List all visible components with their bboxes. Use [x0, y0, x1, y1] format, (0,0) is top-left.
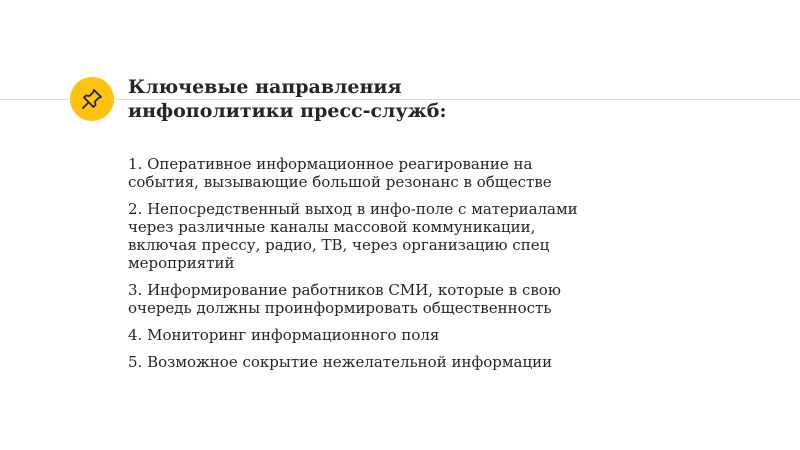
pushpin-icon [80, 87, 104, 111]
list-item: 5. Возможное сокрытие нежелательной информации [128, 353, 553, 371]
slide-title-line-2: инфополитики пресс-служб: [128, 100, 447, 122]
header-rule-left [0, 99, 68, 100]
slide-title-line-1: Ключевые направления [128, 76, 402, 98]
pushpin-badge [70, 77, 114, 121]
directions-list [128, 155, 608, 380]
list-item: 1. Оперативное информационное реагирование на события, вызывающие большой резонанс в обществе [128, 155, 552, 191]
list-item: 4. Мониторинг информационного поля [128, 326, 440, 344]
list-item: 2. Непосредственный выход в инфо-поле с материалами через различные каналы массовой коммуникации, включая прессу, радио, ТВ, через организацию спец мероприятий [128, 200, 578, 272]
slide-title [128, 75, 728, 123]
list-item: 3. Информирование работников СМИ, которые в свою очередь должны проинформировать общественность [128, 281, 561, 317]
